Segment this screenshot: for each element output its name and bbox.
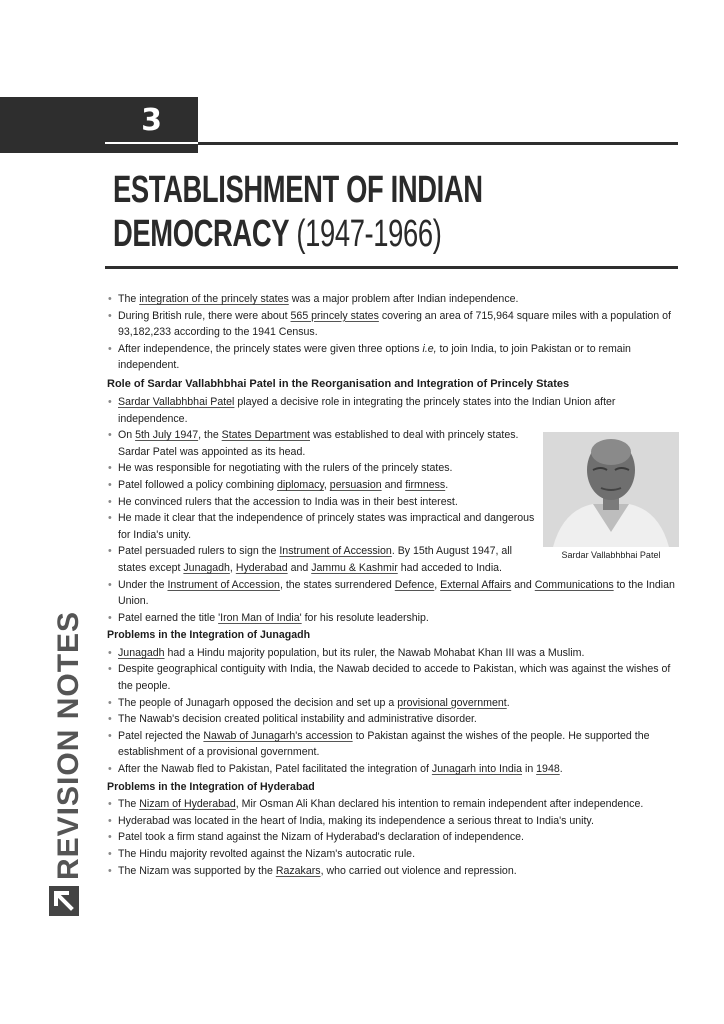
intro-list	[107, 291, 679, 374]
list-item: • Junagadh had a Hindu majority population, but its ruler, the Nawab Mohabat Khan III was a Muslim.	[107, 645, 679, 662]
revision-notes-label: REVISION NOTES	[52, 610, 85, 880]
list-item: • Patel persuaded rulers to sign the Instrument of Accession. By 15th August 1947, all states except Junagadh, Hyderabad and Jammu & Kashmir had acceded to India.	[107, 543, 679, 576]
title-line-2-years: (1947-1966)	[289, 213, 442, 255]
portrait-illustration	[543, 432, 679, 547]
list-item: • After the Nawab fled to Pakistan, Patel facilitated the integration of Junagarh into India in 1948.	[107, 761, 679, 778]
section-heading-hyderabad: Problems in the Integration of Hyderabad	[107, 780, 315, 793]
junagadh-list	[107, 645, 679, 778]
arrow-up-left-icon	[49, 886, 79, 916]
notes-content	[107, 291, 679, 879]
list-item: • Patel earned the title 'Iron Man of India' for his resolute leadership.	[107, 610, 679, 627]
list-item: • Sardar Vallabhbhai Patel played a decisive role in integrating the princely states into the Indian Union after independence.	[107, 394, 679, 427]
list-item: • During British rule, there were about 565 princely states covering an area of 715,964 square miles with a population of 93,182,233 according to the 1941 Census.	[107, 308, 679, 341]
list-item: • Patel followed a policy combining diplomacy, persuasion and firmness.	[107, 477, 679, 494]
title-line-2-bold: DEMOCRACY	[113, 213, 290, 255]
list-item: • He was responsible for negotiating with the rulers of the princely states.	[107, 460, 679, 477]
list-item: • Patel took a firm stand against the Nizam of Hyderabad's declaration of independence.	[107, 829, 679, 846]
top-rule	[198, 142, 678, 145]
list-item: • Despite geographical contiguity with India, the Nawab decided to accede to Pakistan, which was against the wishes of the people.	[107, 661, 679, 694]
list-item: • The Hindu majority revolted against the Nizam's autocratic rule.	[107, 846, 679, 863]
list-item: • The integration of the princely states was a major problem after Indian independence.	[107, 291, 679, 308]
list-item: • The people of Junagarh opposed the decision and set up a provisional government.	[107, 695, 679, 712]
list-item: • After independence, the princely states were given three options i.e, to join India, to join Pakistan or to remain independent.	[107, 341, 679, 374]
list-item: • He made it clear that the independence of princely states was impractical and dangerous for India's unity.	[107, 510, 679, 543]
photo-caption: Sardar Vallabhbhai Patel	[561, 550, 661, 560]
section-heading-junagadh: Problems in the Integration of Junagadh	[107, 629, 311, 642]
list-item: • Hyderabad was located in the heart of India, making its independence a serious threat to India's unity.	[107, 813, 679, 830]
chapter-title	[113, 168, 516, 256]
patel-photo	[543, 432, 679, 547]
list-item: • The Nawab's decision created political instability and administrative disorder.	[107, 711, 679, 728]
section-heading-patel: Role of Sardar Vallabhbhai Patel in the Reorganisation and Integration of Princely States	[107, 377, 570, 390]
list-item: • The Nizam was supported by the Razakars, who carried out violence and repression.	[107, 863, 679, 880]
title-rule	[105, 266, 678, 269]
chapter-number-underline	[105, 142, 198, 144]
list-item: • Patel rejected the Nawab of Junagarh's accession to Pakistan against the wishes of the people. He supported the establishment of a provisional government.	[107, 728, 679, 761]
list-item: • He convinced rulers that the accession to India was in their best interest.	[107, 494, 679, 511]
hyderabad-list	[107, 796, 679, 879]
chapter-number: 3	[141, 102, 162, 138]
list-item: • Under the Instrument of Accession, the states surrendered Defence, External Affairs and Communications to the Indian Union.	[107, 577, 679, 610]
title-line-1: ESTABLISHMENT OF INDIAN	[113, 169, 483, 211]
list-item: • On 5th July 1947, the States Department was established to deal with princely states. Sardar Patel was appointed as its head.	[107, 427, 679, 460]
list-item: • The Nizam of Hyderabad, Mir Osman Ali Khan declared his intention to remain independent after independence.	[107, 796, 679, 813]
